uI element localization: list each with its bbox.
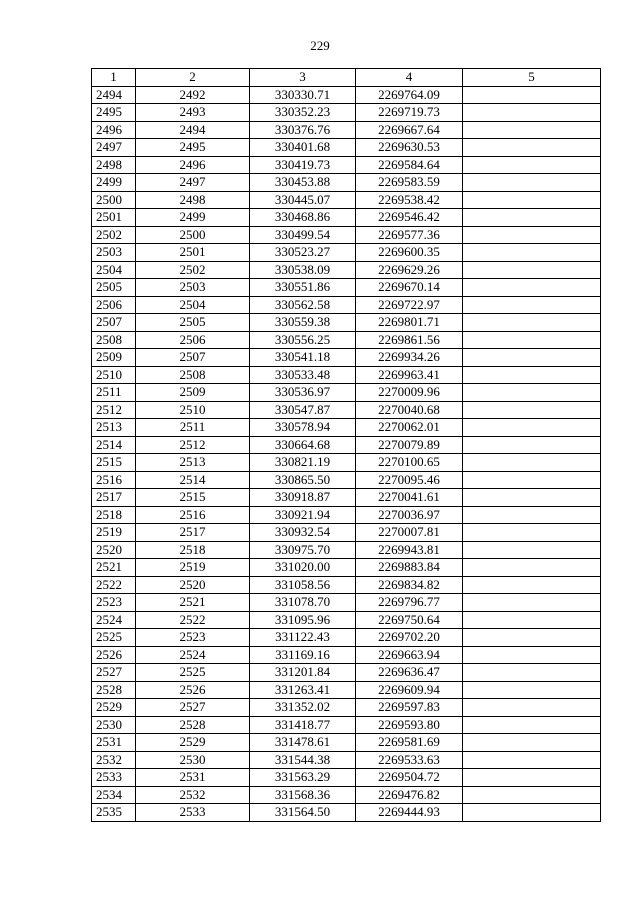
- y-coordinate-cell: 2269943.81: [356, 541, 463, 559]
- table-row: [92, 331, 601, 349]
- column-header-3: 3: [250, 69, 356, 87]
- table-row: [92, 296, 601, 314]
- x-coordinate-cell: 330536.97: [250, 384, 356, 402]
- point-number-cell: 2527: [92, 664, 136, 682]
- x-coordinate-cell: 331201.84: [250, 664, 356, 682]
- note-cell: [463, 226, 601, 244]
- point-number-cell: 2534: [92, 786, 136, 804]
- x-coordinate-cell: 331563.29: [250, 769, 356, 787]
- point-number-cell: 2500: [92, 191, 136, 209]
- note-cell: [463, 576, 601, 594]
- y-coordinate-cell: 2269577.36: [356, 226, 463, 244]
- point-number-cell: 2529: [92, 699, 136, 717]
- y-coordinate-cell: 2269663.94: [356, 646, 463, 664]
- table-row: [92, 244, 601, 262]
- point-number-cell: 2510: [92, 366, 136, 384]
- point-number-cell: 2519: [92, 524, 136, 542]
- note-cell: [463, 244, 601, 262]
- y-coordinate-cell: 2269764.09: [356, 86, 463, 104]
- x-coordinate-cell: 330932.54: [250, 524, 356, 542]
- y-coordinate-cell: 2269609.94: [356, 681, 463, 699]
- y-coordinate-cell: 2269722.97: [356, 296, 463, 314]
- point-ref-cell: 2493: [136, 104, 250, 122]
- x-coordinate-cell: 331352.02: [250, 699, 356, 717]
- table-row: [92, 139, 601, 157]
- y-coordinate-cell: 2269702.20: [356, 629, 463, 647]
- x-coordinate-cell: 331095.96: [250, 611, 356, 629]
- y-coordinate-cell: 2270079.89: [356, 436, 463, 454]
- point-ref-cell: 2497: [136, 174, 250, 192]
- point-number-cell: 2530: [92, 716, 136, 734]
- note-cell: [463, 366, 601, 384]
- point-ref-cell: 2514: [136, 471, 250, 489]
- table-row: [92, 524, 601, 542]
- point-number-cell: 2515: [92, 454, 136, 472]
- y-coordinate-cell: 2269834.82: [356, 576, 463, 594]
- point-number-cell: 2526: [92, 646, 136, 664]
- x-coordinate-cell: 330376.76: [250, 121, 356, 139]
- x-coordinate-cell: 330865.50: [250, 471, 356, 489]
- note-cell: [463, 506, 601, 524]
- point-ref-cell: 2505: [136, 314, 250, 332]
- note-cell: [463, 454, 601, 472]
- note-cell: [463, 279, 601, 297]
- note-cell: [463, 174, 601, 192]
- point-ref-cell: 2528: [136, 716, 250, 734]
- point-ref-cell: 2508: [136, 366, 250, 384]
- table-row: [92, 209, 601, 227]
- table-row: [92, 646, 601, 664]
- point-number-cell: 2508: [92, 331, 136, 349]
- y-coordinate-cell: 2269583.59: [356, 174, 463, 192]
- y-coordinate-cell: 2269670.14: [356, 279, 463, 297]
- point-number-cell: 2497: [92, 139, 136, 157]
- table-row: [92, 804, 601, 822]
- point-number-cell: 2525: [92, 629, 136, 647]
- point-number-cell: 2535: [92, 804, 136, 822]
- x-coordinate-cell: 330352.23: [250, 104, 356, 122]
- x-coordinate-cell: 331058.56: [250, 576, 356, 594]
- point-ref-cell: 2516: [136, 506, 250, 524]
- x-coordinate-cell: 330559.38: [250, 314, 356, 332]
- point-number-cell: 2518: [92, 506, 136, 524]
- point-ref-cell: 2515: [136, 489, 250, 507]
- table-row: [92, 226, 601, 244]
- table-row: [92, 86, 601, 104]
- note-cell: [463, 209, 601, 227]
- note-cell: [463, 471, 601, 489]
- table-row: [92, 174, 601, 192]
- note-cell: [463, 681, 601, 699]
- x-coordinate-cell: 330921.94: [250, 506, 356, 524]
- table-row: [92, 419, 601, 437]
- table-row: [92, 471, 601, 489]
- note-cell: [463, 646, 601, 664]
- point-ref-cell: 2511: [136, 419, 250, 437]
- point-ref-cell: 2522: [136, 611, 250, 629]
- y-coordinate-cell: 2269630.53: [356, 139, 463, 157]
- point-number-cell: 2521: [92, 559, 136, 577]
- x-coordinate-cell: 330975.70: [250, 541, 356, 559]
- point-ref-cell: 2503: [136, 279, 250, 297]
- point-ref-cell: 2527: [136, 699, 250, 717]
- table-row: [92, 664, 601, 682]
- point-number-cell: 2528: [92, 681, 136, 699]
- note-cell: [463, 86, 601, 104]
- table-row: [92, 156, 601, 174]
- note-cell: [463, 296, 601, 314]
- column-header-1: 1: [92, 69, 136, 87]
- point-number-cell: 2503: [92, 244, 136, 262]
- x-coordinate-cell: 330445.07: [250, 191, 356, 209]
- x-coordinate-cell: 331263.41: [250, 681, 356, 699]
- note-cell: [463, 261, 601, 279]
- table-row: [92, 454, 601, 472]
- x-coordinate-cell: 330547.87: [250, 401, 356, 419]
- point-ref-cell: 2532: [136, 786, 250, 804]
- point-ref-cell: 2509: [136, 384, 250, 402]
- note-cell: [463, 804, 601, 822]
- y-coordinate-cell: 2269861.56: [356, 331, 463, 349]
- point-ref-cell: 2506: [136, 331, 250, 349]
- x-coordinate-cell: 330664.68: [250, 436, 356, 454]
- table-row: [92, 559, 601, 577]
- table-row: [92, 489, 601, 507]
- point-ref-cell: 2495: [136, 139, 250, 157]
- point-number-cell: 2517: [92, 489, 136, 507]
- x-coordinate-cell: 330821.19: [250, 454, 356, 472]
- note-cell: [463, 716, 601, 734]
- point-ref-cell: 2519: [136, 559, 250, 577]
- point-ref-cell: 2523: [136, 629, 250, 647]
- y-coordinate-cell: 2270100.65: [356, 454, 463, 472]
- note-cell: [463, 436, 601, 454]
- point-number-cell: 2511: [92, 384, 136, 402]
- note-cell: [463, 734, 601, 752]
- table-row: [92, 611, 601, 629]
- note-cell: [463, 331, 601, 349]
- note-cell: [463, 786, 601, 804]
- x-coordinate-cell: 331418.77: [250, 716, 356, 734]
- point-number-cell: 2496: [92, 121, 136, 139]
- note-cell: [463, 191, 601, 209]
- point-ref-cell: 2529: [136, 734, 250, 752]
- point-ref-cell: 2512: [136, 436, 250, 454]
- y-coordinate-cell: 2270007.81: [356, 524, 463, 542]
- y-coordinate-cell: 2269593.80: [356, 716, 463, 734]
- x-coordinate-cell: 330499.54: [250, 226, 356, 244]
- note-cell: [463, 104, 601, 122]
- note-cell: [463, 664, 601, 682]
- x-coordinate-cell: 331078.70: [250, 594, 356, 612]
- table-row: [92, 786, 601, 804]
- point-ref-cell: 2533: [136, 804, 250, 822]
- point-ref-cell: 2507: [136, 349, 250, 367]
- note-cell: [463, 121, 601, 139]
- x-coordinate-cell: 330419.73: [250, 156, 356, 174]
- point-ref-cell: 2525: [136, 664, 250, 682]
- y-coordinate-cell: 2270040.68: [356, 401, 463, 419]
- point-ref-cell: 2524: [136, 646, 250, 664]
- coordinates-table: [91, 68, 601, 822]
- table-row: [92, 769, 601, 787]
- y-coordinate-cell: 2269600.35: [356, 244, 463, 262]
- table-row: [92, 541, 601, 559]
- y-coordinate-cell: 2270009.96: [356, 384, 463, 402]
- point-ref-cell: 2531: [136, 769, 250, 787]
- x-coordinate-cell: 330562.58: [250, 296, 356, 314]
- point-ref-cell: 2502: [136, 261, 250, 279]
- table-row: [92, 384, 601, 402]
- point-number-cell: 2505: [92, 279, 136, 297]
- y-coordinate-cell: 2270062.01: [356, 419, 463, 437]
- point-number-cell: 2520: [92, 541, 136, 559]
- point-ref-cell: 2510: [136, 401, 250, 419]
- column-header-5: 5: [463, 69, 601, 87]
- y-coordinate-cell: 2269581.69: [356, 734, 463, 752]
- table-header: [92, 69, 601, 87]
- point-ref-cell: 2500: [136, 226, 250, 244]
- y-coordinate-cell: 2269476.82: [356, 786, 463, 804]
- table-row: [92, 716, 601, 734]
- point-number-cell: 2513: [92, 419, 136, 437]
- point-ref-cell: 2492: [136, 86, 250, 104]
- point-ref-cell: 2521: [136, 594, 250, 612]
- table-row: [92, 191, 601, 209]
- table-body: [92, 86, 601, 821]
- y-coordinate-cell: 2270041.61: [356, 489, 463, 507]
- y-coordinate-cell: 2269538.42: [356, 191, 463, 209]
- y-coordinate-cell: 2269546.42: [356, 209, 463, 227]
- y-coordinate-cell: 2269667.64: [356, 121, 463, 139]
- point-ref-cell: 2496: [136, 156, 250, 174]
- x-coordinate-cell: 330330.71: [250, 86, 356, 104]
- note-cell: [463, 524, 601, 542]
- y-coordinate-cell: 2269801.71: [356, 314, 463, 332]
- point-number-cell: 2506: [92, 296, 136, 314]
- point-number-cell: 2512: [92, 401, 136, 419]
- point-number-cell: 2531: [92, 734, 136, 752]
- y-coordinate-cell: 2269719.73: [356, 104, 463, 122]
- point-number-cell: 2514: [92, 436, 136, 454]
- y-coordinate-cell: 2270095.46: [356, 471, 463, 489]
- x-coordinate-cell: 330556.25: [250, 331, 356, 349]
- x-coordinate-cell: 330523.27: [250, 244, 356, 262]
- point-number-cell: 2495: [92, 104, 136, 122]
- note-cell: [463, 419, 601, 437]
- point-ref-cell: 2494: [136, 121, 250, 139]
- note-cell: [463, 349, 601, 367]
- table-row: [92, 734, 601, 752]
- point-number-cell: 2494: [92, 86, 136, 104]
- table-row: [92, 506, 601, 524]
- x-coordinate-cell: 330541.18: [250, 349, 356, 367]
- y-coordinate-cell: 2269584.64: [356, 156, 463, 174]
- point-number-cell: 2507: [92, 314, 136, 332]
- x-coordinate-cell: 330401.68: [250, 139, 356, 157]
- note-cell: [463, 489, 601, 507]
- y-coordinate-cell: 2269504.72: [356, 769, 463, 787]
- x-coordinate-cell: 331544.38: [250, 751, 356, 769]
- table-row: [92, 366, 601, 384]
- note-cell: [463, 594, 601, 612]
- point-number-cell: 2509: [92, 349, 136, 367]
- table-row: [92, 699, 601, 717]
- y-coordinate-cell: 2269963.41: [356, 366, 463, 384]
- table-row: [92, 349, 601, 367]
- page-number: 229: [310, 38, 330, 53]
- x-coordinate-cell: 330453.88: [250, 174, 356, 192]
- y-coordinate-cell: 2269934.26: [356, 349, 463, 367]
- point-number-cell: 2504: [92, 261, 136, 279]
- point-number-cell: 2532: [92, 751, 136, 769]
- note-cell: [463, 611, 601, 629]
- table-row: [92, 401, 601, 419]
- x-coordinate-cell: 330468.86: [250, 209, 356, 227]
- y-coordinate-cell: 2269636.47: [356, 664, 463, 682]
- note-cell: [463, 751, 601, 769]
- point-ref-cell: 2499: [136, 209, 250, 227]
- y-coordinate-cell: 2269883.84: [356, 559, 463, 577]
- note-cell: [463, 139, 601, 157]
- point-ref-cell: 2530: [136, 751, 250, 769]
- point-number-cell: 2498: [92, 156, 136, 174]
- point-number-cell: 2522: [92, 576, 136, 594]
- point-number-cell: 2501: [92, 209, 136, 227]
- note-cell: [463, 384, 601, 402]
- x-coordinate-cell: 331122.43: [250, 629, 356, 647]
- note-cell: [463, 559, 601, 577]
- y-coordinate-cell: 2269750.64: [356, 611, 463, 629]
- point-ref-cell: 2520: [136, 576, 250, 594]
- table-row: [92, 594, 601, 612]
- x-coordinate-cell: 331568.36: [250, 786, 356, 804]
- table-row: [92, 121, 601, 139]
- point-number-cell: 2523: [92, 594, 136, 612]
- point-ref-cell: 2504: [136, 296, 250, 314]
- point-ref-cell: 2501: [136, 244, 250, 262]
- y-coordinate-cell: 2269597.83: [356, 699, 463, 717]
- table-row: [92, 629, 601, 647]
- note-cell: [463, 314, 601, 332]
- x-coordinate-cell: 330918.87: [250, 489, 356, 507]
- point-number-cell: 2533: [92, 769, 136, 787]
- note-cell: [463, 699, 601, 717]
- table-row: [92, 104, 601, 122]
- x-coordinate-cell: 331169.16: [250, 646, 356, 664]
- table-row: [92, 279, 601, 297]
- y-coordinate-cell: 2269629.26: [356, 261, 463, 279]
- header-row: [92, 69, 601, 87]
- point-number-cell: 2502: [92, 226, 136, 244]
- x-coordinate-cell: 330551.86: [250, 279, 356, 297]
- table-row: [92, 436, 601, 454]
- point-number-cell: 2516: [92, 471, 136, 489]
- note-cell: [463, 401, 601, 419]
- note-cell: [463, 541, 601, 559]
- x-coordinate-cell: 330533.48: [250, 366, 356, 384]
- note-cell: [463, 629, 601, 647]
- x-coordinate-cell: 330578.94: [250, 419, 356, 437]
- y-coordinate-cell: 2270036.97: [356, 506, 463, 524]
- y-coordinate-cell: 2269444.93: [356, 804, 463, 822]
- table-row: [92, 681, 601, 699]
- note-cell: [463, 769, 601, 787]
- table-row: [92, 576, 601, 594]
- table-row: [92, 261, 601, 279]
- x-coordinate-cell: 331564.50: [250, 804, 356, 822]
- note-cell: [463, 156, 601, 174]
- point-ref-cell: 2517: [136, 524, 250, 542]
- column-header-2: 2: [136, 69, 250, 87]
- x-coordinate-cell: 331020.00: [250, 559, 356, 577]
- table-row: [92, 314, 601, 332]
- y-coordinate-cell: 2269796.77: [356, 594, 463, 612]
- x-coordinate-cell: 330538.09: [250, 261, 356, 279]
- point-number-cell: 2499: [92, 174, 136, 192]
- point-ref-cell: 2513: [136, 454, 250, 472]
- y-coordinate-cell: 2269533.63: [356, 751, 463, 769]
- point-ref-cell: 2518: [136, 541, 250, 559]
- point-number-cell: 2524: [92, 611, 136, 629]
- point-ref-cell: 2526: [136, 681, 250, 699]
- column-header-4: 4: [356, 69, 463, 87]
- x-coordinate-cell: 331478.61: [250, 734, 356, 752]
- table-row: [92, 751, 601, 769]
- point-ref-cell: 2498: [136, 191, 250, 209]
